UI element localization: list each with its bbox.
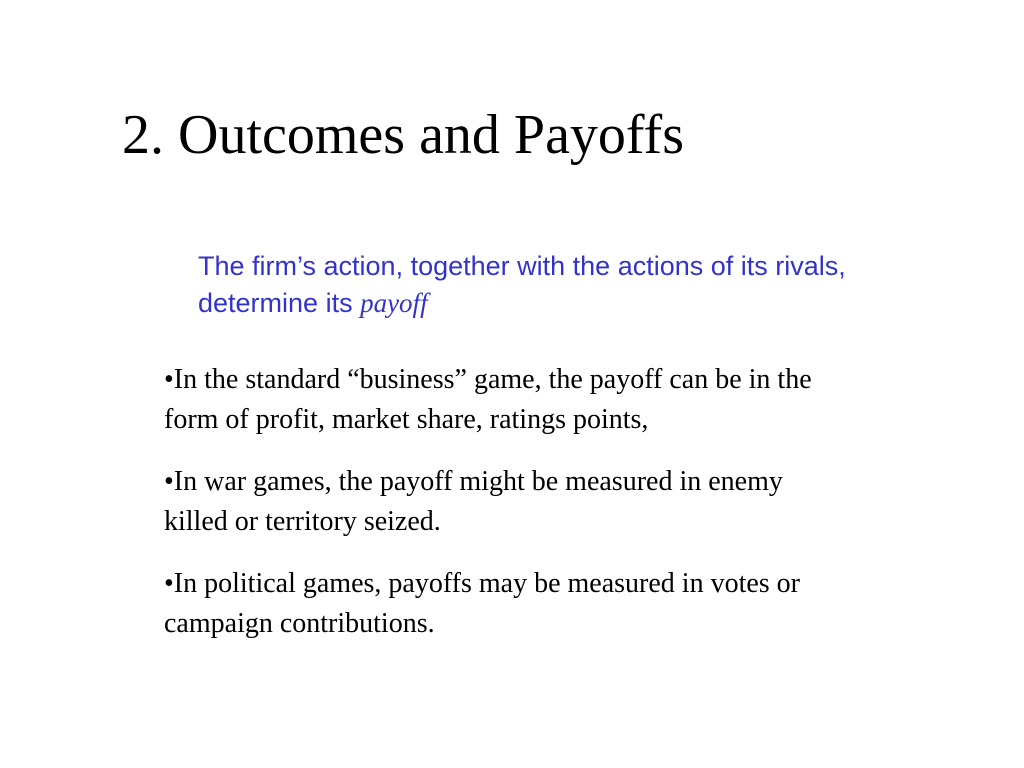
bullet-political-games: •In political games, payoffs may be measured in votes or campaign contributions.	[164, 568, 801, 639]
subtitle-emphasis-text: payoff	[360, 288, 428, 318]
subtitle-lead-text: The firm’s action, together with the actions of its rivals, determine its	[198, 251, 846, 318]
bullet-war-games: •In war games, the payoff might be measured in enemy killed or territory seized.	[164, 466, 783, 537]
bullet-business-game: •In the standard “business” game, the payoff can be in the form of profit, market share, ratings points,	[164, 364, 812, 435]
bullet-list	[164, 360, 844, 666]
slide-title: 2. Outcomes and Payoffs	[122, 104, 684, 166]
slide-subtitle	[198, 248, 898, 322]
